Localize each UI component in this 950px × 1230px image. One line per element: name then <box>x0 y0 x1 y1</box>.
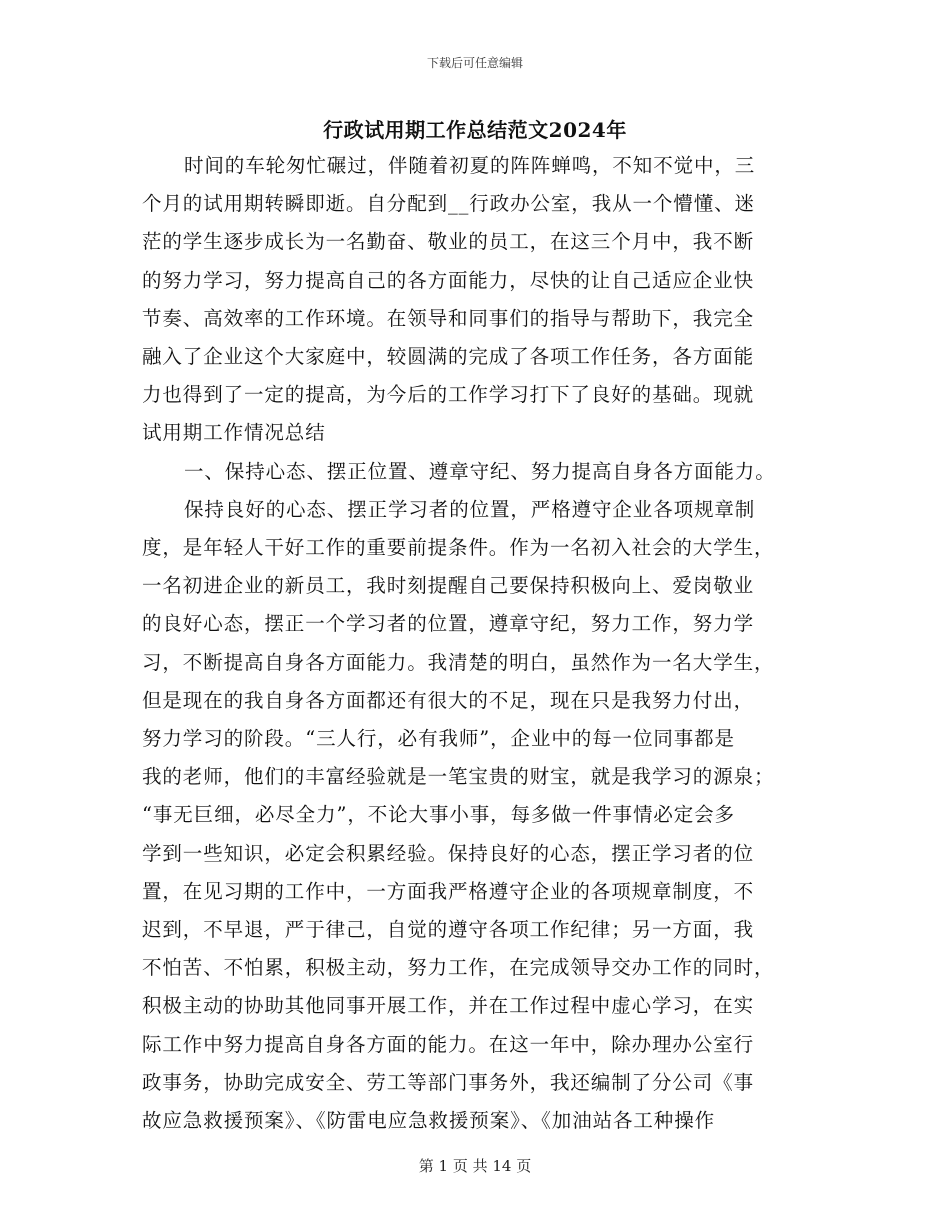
body-line: 故应急救援预案》、《防雷电应急救援预案》、《加油站各工种操作 <box>142 1109 716 1133</box>
document-body <box>142 147 810 1140</box>
body-line: 迟到，不早退，严于律己，自觉的遵守各项工作纪律；另一方面，我 <box>142 918 755 942</box>
body-line: 保持良好的心态、摆正学习者的位置，严格遵守企业各项规章制 <box>184 497 756 521</box>
body-line: 时间的车轮匆忙碾过，伴随着初夏的阵阵蝉鸣，不知不觉中，三 <box>184 154 756 177</box>
body-line: “事无巨细，必尽全力”，不论大事小事，每多做一件事情必定会多 <box>142 803 735 827</box>
body-line: 政事务，协助完成安全、劳工等部门事务外，我还编制了分公司《事 <box>142 1070 755 1094</box>
body-line: 的努力学习，努力提高自己的各方面能力，尽快的让自己适应企业快 <box>142 268 755 292</box>
header-note: 下载后可任意编辑 <box>426 56 523 70</box>
body-line: 的良好心态，摆正一个学习者的位置，遵章守纪，努力工作，努力学 <box>142 612 755 636</box>
body-line: 置，在见习期的工作中，一方面我严格遵守企业的各项规章制度，不 <box>142 879 755 903</box>
body-line: 但是现在的我自身各方面都还有很大的不足，现在只是我努力付出， <box>142 688 755 712</box>
body-line: 试用期工作情况总结 <box>142 421 326 445</box>
body-line: 度，是年轻人干好工作的重要前提条件。作为一名初入社会的大学生， <box>142 536 775 560</box>
body-line: 习，不断提高自身各方面能力。我清楚的明白，虽然作为一名大学生， <box>142 650 775 674</box>
body-line: 我的老师，他们的丰富经验就是一笔宝贵的财宝，就是我学习的源泉； <box>142 765 775 789</box>
section-heading: 一、保持心态、摆正位置、遵章守纪、努力提高自身各方面能力。 <box>184 459 776 483</box>
document-title: 行政试用期工作总结范文2024年 <box>323 118 627 142</box>
body-line: 融入了企业这个大家庭中，较圆满的完成了各项工作任务，各方面能 <box>142 345 755 369</box>
body-line: 不怕苦、不怕累，积极主动，努力工作，在完成领导交办工作的同时， <box>142 956 775 980</box>
body-line: 努力学习的阶段。“三人行，必有我师”，企业中的每一位同事都是 <box>142 727 735 751</box>
body-line: 积极主动的协助其他同事开展工作，并在工作过程中虚心学习，在实 <box>142 994 755 1018</box>
body-line: 一名初进企业的新员工，我时刻提醒自己要保持积极向上、爱岗敬业 <box>142 574 755 598</box>
body-line: 力也得到了一定的提高，为今后的工作学习打下了良好的基础。现就 <box>142 383 755 407</box>
body-line: 节奏、高效率的工作环境。在领导和同事们的指导与帮助下，我完全 <box>142 306 755 330</box>
body-line: 学到一些知识，必定会积累经验。保持良好的心态，摆正学习者的位 <box>142 841 755 865</box>
page-number: 第 1 页 共 14 页 <box>418 1157 532 1175</box>
body-line: 茫的学生逐步成长为一名勤奋、敬业的员工，在这三个月中，我不断 <box>142 230 755 254</box>
body-line: 际工作中努力提高自身各方面的能力。在这一年中，除办理办公室行 <box>142 1032 755 1056</box>
body-line: 个月的试用期转瞬即逝。自分配到__行政办公室，我从一个懵懂、迷 <box>142 192 755 216</box>
